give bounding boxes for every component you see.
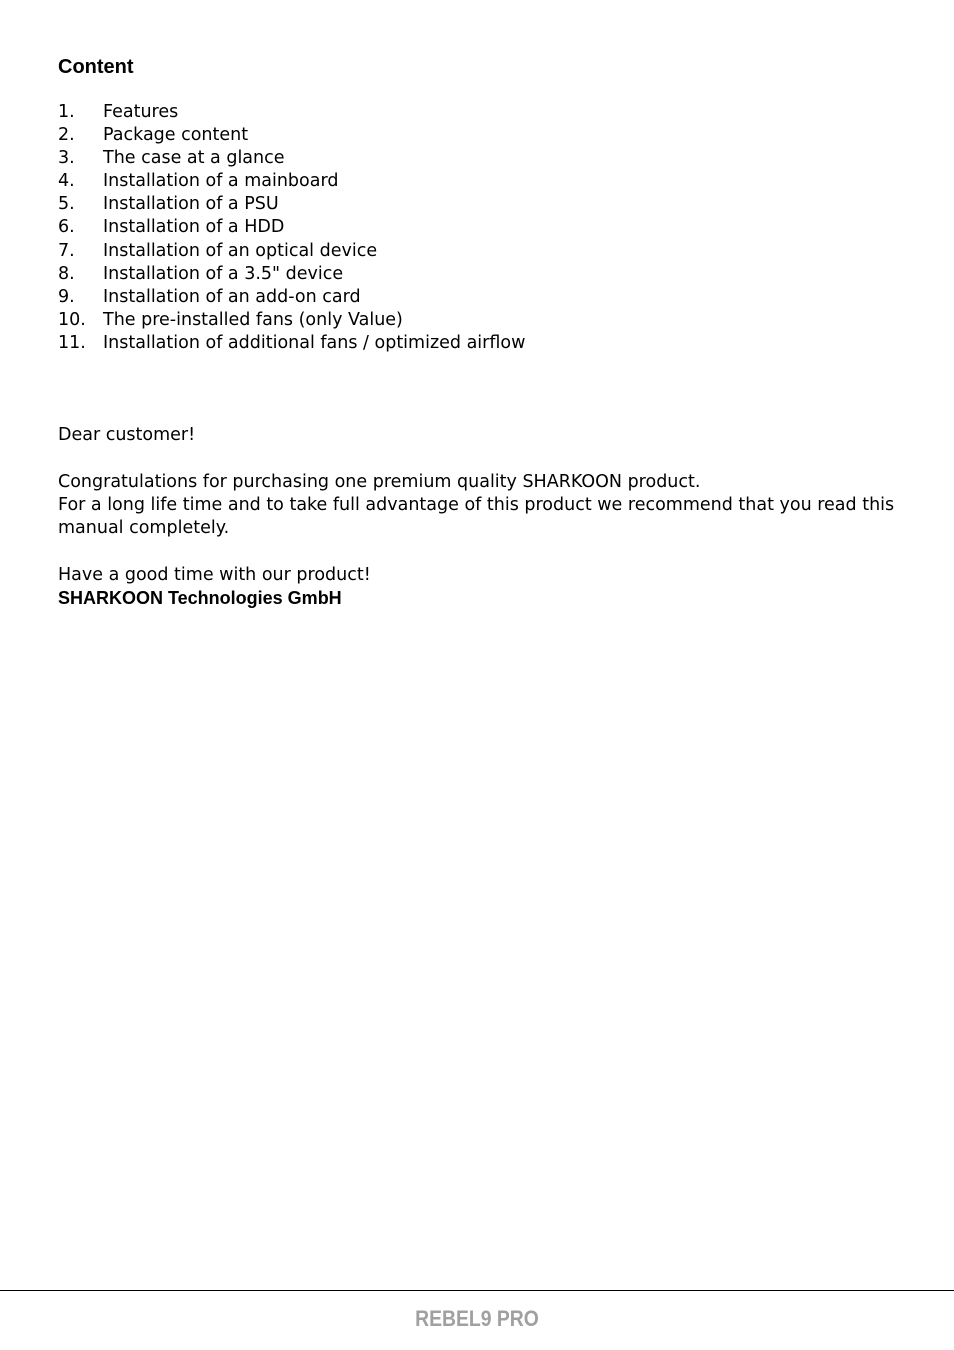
toc-item-label: Installation of a mainboard <box>103 171 339 192</box>
customer-letter <box>58 424 918 610</box>
toc-item-number: 11. <box>58 332 86 353</box>
toc-item-number: 8. <box>58 263 75 284</box>
toc-item-label: Package content <box>103 125 249 146</box>
toc-item <box>58 240 525 263</box>
toc-item-label: Features <box>103 102 179 122</box>
toc-item <box>58 101 525 124</box>
toc-item-number: 1. <box>58 102 75 122</box>
letter-greeting: Dear customer! <box>58 425 196 445</box>
toc-item-label: Installation of a PSU <box>103 194 279 215</box>
toc-item-label: Installation of a HDD <box>103 217 285 238</box>
toc-item-number: 6. <box>58 217 75 238</box>
letter-congratulations: Congratulations for purchasing one premium quality SHARKOON product. <box>58 471 701 492</box>
toc-item-number: 9. <box>58 286 75 307</box>
toc-item <box>58 263 525 286</box>
letter-closing: Have a good time with our product! <box>58 564 371 585</box>
toc-item <box>58 286 525 309</box>
letter-signature-company: SHARKOON Technologies GmbH <box>58 588 342 609</box>
toc-item-label: Installation of a 3.5" device <box>103 263 344 284</box>
letter-recommendation: For a long life time and to take full advantage of this product we recommend that you read this manual completely. <box>58 494 895 539</box>
toc-item-number: 5. <box>58 194 75 215</box>
toc-item-label: Installation of an add-on card <box>103 286 361 307</box>
toc-item-label: Installation of additional fans / optimized airflow <box>103 332 526 353</box>
toc-item <box>58 309 525 332</box>
content-heading: Content <box>58 56 134 78</box>
toc-item-number: 10. <box>58 309 86 330</box>
paragraph-gap <box>58 447 918 470</box>
toc-item <box>58 193 525 216</box>
toc-item-number: 4. <box>58 171 75 192</box>
toc-item <box>58 170 525 193</box>
toc-item-label: The case at a glance <box>103 148 285 169</box>
toc-item-number: 2. <box>58 125 75 146</box>
toc-item <box>58 147 525 170</box>
toc-item-number: 7. <box>58 240 75 261</box>
toc-item <box>58 124 525 147</box>
toc-item-label: The pre-installed fans (only Value) <box>103 309 403 330</box>
toc-item <box>58 216 525 239</box>
toc-item <box>58 332 525 355</box>
paragraph-gap <box>58 540 918 563</box>
table-of-contents <box>58 101 525 355</box>
toc-item-label: Installation of an optical device <box>103 240 378 261</box>
toc-item-number: 3. <box>58 148 75 169</box>
footer-product-name: REBEL9 PRO <box>415 1306 539 1331</box>
footer-divider <box>0 1290 954 1291</box>
